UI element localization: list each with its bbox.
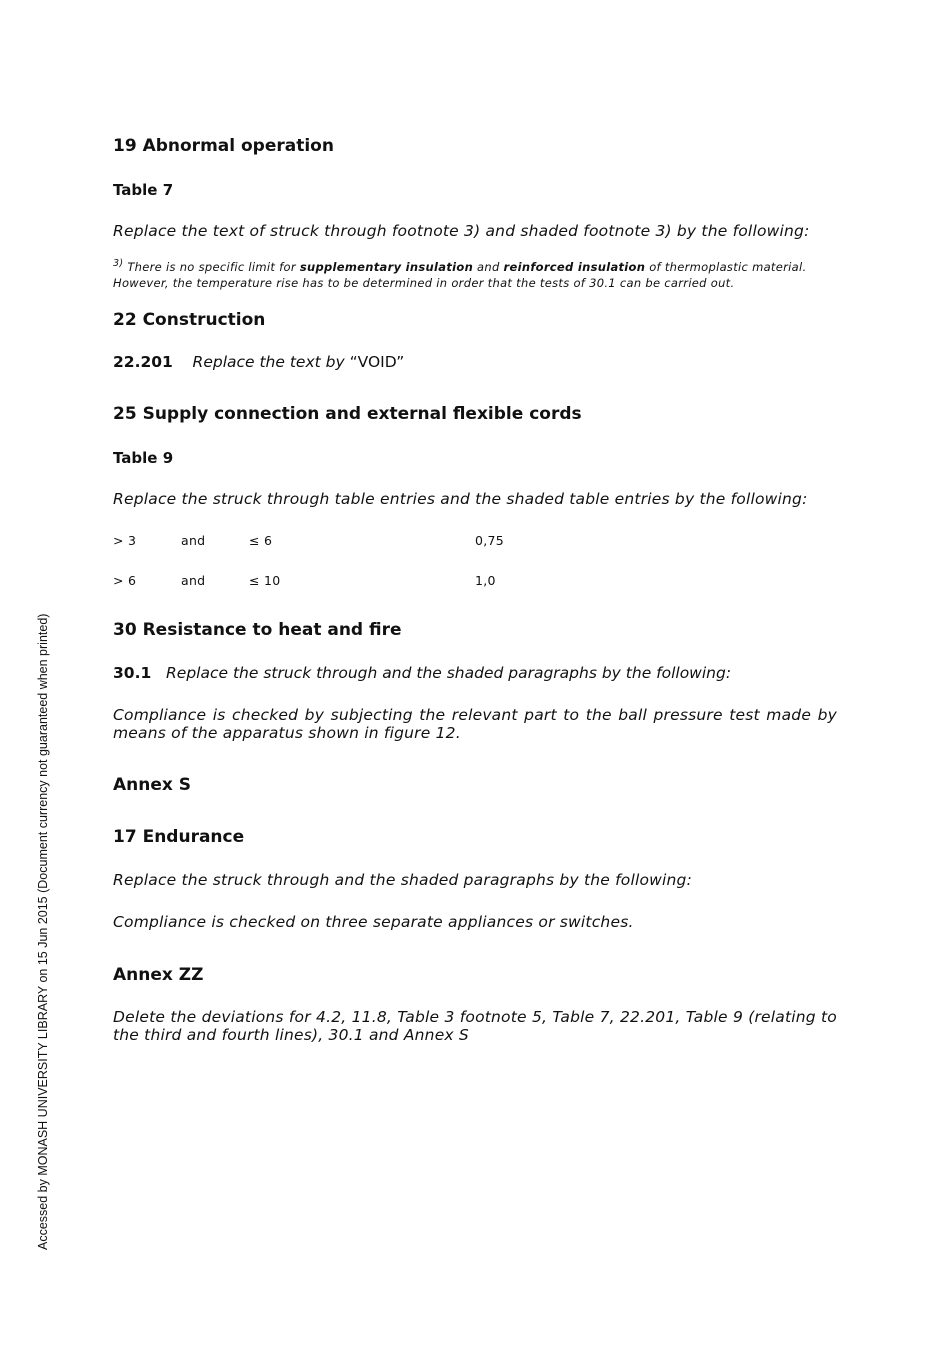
sidebar-access-note: Accessed by MONASH UNIVERSITY LIBRARY on 15 Jun 2015 (Document currency not guaranteed when printed) [36,613,50,1250]
cell-upper: ≤ 6 [249,533,273,548]
cell-upper: ≤ 10 [249,573,281,588]
footnote-text-b: and [473,259,504,274]
heading-22: 22 Construction [113,310,266,330]
cell-lower: > 3 [113,533,137,548]
heading-17: 17 Endurance [113,827,245,847]
footnote-text-c: of thermoplastic material. [645,259,807,274]
compliance-17: Compliance is checked on three separate appliances or switches. [113,913,634,931]
cell-lower: > 6 [113,573,137,588]
footnote-3 [113,256,806,291]
table-row [113,573,533,591]
heading-annex-zz: Annex ZZ [113,965,204,985]
footnote-bold-2: reinforced insulation [503,259,646,274]
instruction-17: Replace the struck through and the shaded paragraphs by the following: [113,871,693,889]
compliance-30: Compliance is checked by subjecting the relevant part to the ball pressure test made by means of the apparatus shown in figure 12. [113,706,837,742]
footnote-line-2: However, the temperature rise has to be determined in order that the tests of 30.1 can be carried out. [113,275,735,290]
clause-22-201 [113,353,404,371]
footnote-text-a: There is no specific limit for [127,259,300,274]
cell-and: and [181,533,206,548]
clause-value: “VOID” [344,353,405,371]
cell-area: 0,75 [475,533,505,548]
clause-number: 30.1 [113,664,152,682]
cell-and: and [181,573,206,588]
table-row [113,533,533,551]
table-9-label: Table 9 [113,449,174,467]
heading-19: 19 Abnormal operation [113,136,334,156]
clause-instruction: Replace the text by [192,353,345,371]
clause-30-1 [113,664,731,682]
heading-25: 25 Supply connection and external flexible cords [113,404,582,424]
clause-text: Replace the struck through and the shaded paragraphs by the following: [166,664,732,682]
heading-annex-s: Annex S [113,775,192,795]
footnote-bold-1: supplementary insulation [299,259,474,274]
footnote-marker: 3) [113,258,124,269]
clause-number: 22.201 [113,353,173,371]
annex-zz-text: Delete the deviations for 4.2, 11.8, Table 3 footnote 5, Table 7, 22.201, Table 9 (relating to the third and fourth lines), 30.1 and Annex S [113,1008,837,1044]
instruction-25: Replace the struck through table entries and the shaded table entries by the following: [113,490,808,508]
table-7-label: Table 7 [113,181,174,199]
cell-area: 1,0 [475,573,496,588]
heading-30: 30 Resistance to heat and fire [113,620,402,640]
instruction-19: Replace the text of struck through footnote 3) and shaded footnote 3) by the following: [113,222,810,240]
